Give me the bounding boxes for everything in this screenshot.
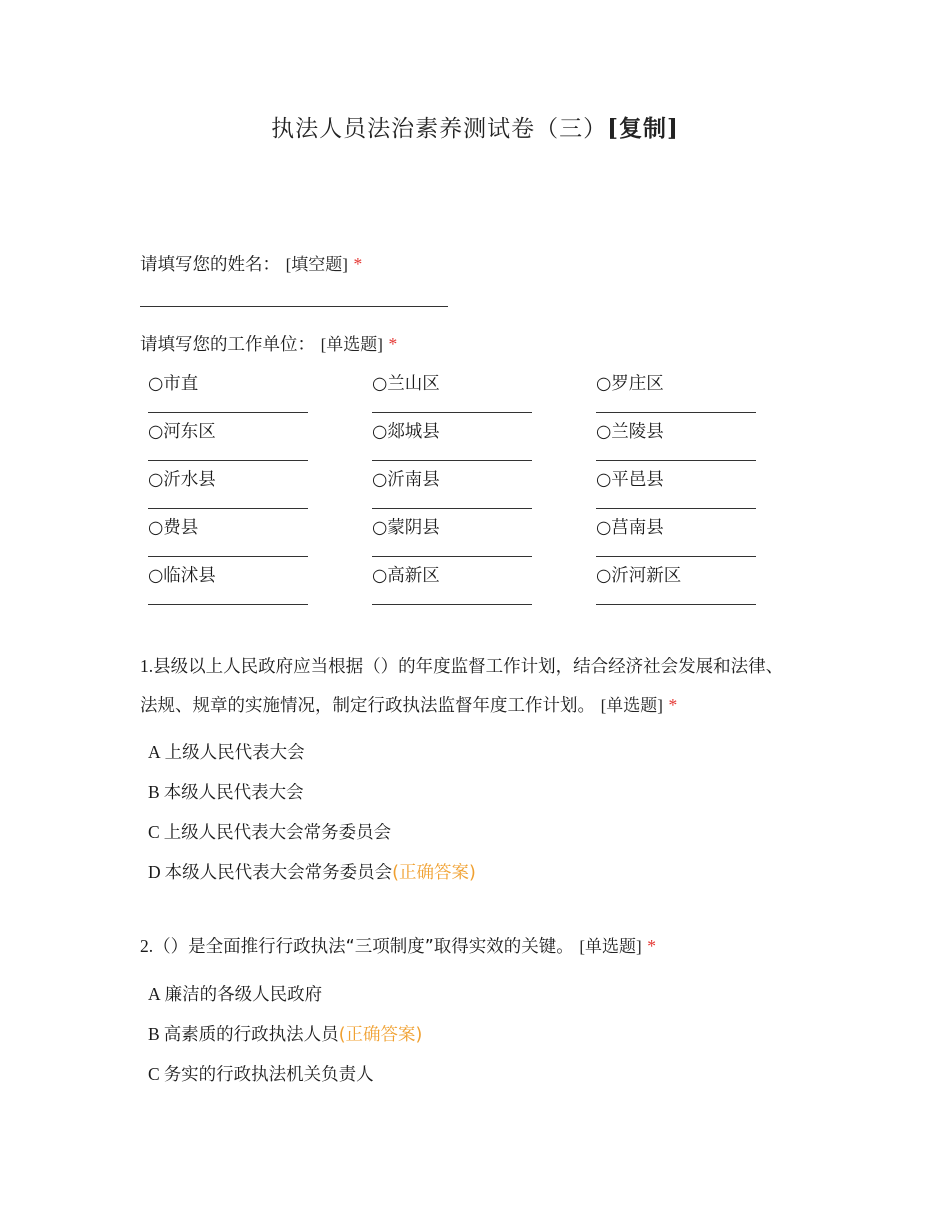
option-underline: [148, 460, 308, 461]
required-marker: *: [388, 334, 398, 354]
name-input-blank[interactable]: [140, 306, 448, 307]
option-underline: [372, 460, 532, 461]
unit-option[interactable]: [596, 368, 756, 416]
option-underline: [372, 508, 532, 509]
choice-c[interactable]: [148, 819, 391, 844]
question-unit-label: 请填写您的工作单位：: [140, 335, 315, 355]
unit-option[interactable]: [148, 512, 308, 560]
unit-option-label: ○费县: [148, 518, 199, 538]
question-type-tag: [单选题]: [320, 335, 383, 354]
choice-letter: C: [148, 822, 160, 842]
unit-option-label: ○莒南县: [596, 518, 664, 538]
unit-option[interactable]: [596, 512, 756, 560]
question-type-tag: [单选题]: [579, 937, 642, 956]
unit-option[interactable]: [372, 464, 532, 512]
unit-option-label: ○蒙阴县: [372, 518, 440, 538]
unit-option-label: ○罗庄区: [596, 374, 664, 394]
question-name-label: 请填写您的姓名：: [140, 255, 280, 275]
option-underline: [148, 556, 308, 557]
option-underline: [596, 508, 756, 509]
option-underline: [372, 604, 532, 605]
option-underline: [372, 412, 532, 413]
unit-option-label: ○兰陵县: [596, 422, 664, 442]
choice-a[interactable]: [148, 739, 305, 764]
unit-option[interactable]: [596, 560, 756, 608]
choice-letter: C: [148, 1064, 160, 1084]
unit-option[interactable]: [148, 560, 308, 608]
unit-option-label: ○郯城县: [372, 422, 440, 442]
choice-letter: B: [148, 1024, 160, 1044]
unit-option[interactable]: [372, 512, 532, 560]
option-underline: [148, 508, 308, 509]
option-underline: [596, 460, 756, 461]
required-marker: *: [647, 936, 656, 956]
unit-option[interactable]: [372, 368, 532, 416]
choice-letter: A: [148, 984, 161, 1004]
choice-b[interactable]: [148, 779, 304, 804]
choice-letter: B: [148, 782, 160, 802]
question-type-tag: [单选题]: [600, 696, 663, 715]
choice-c[interactable]: [148, 1061, 374, 1086]
choice-text: 廉洁的各级人民政府: [164, 985, 323, 1005]
unit-option[interactable]: [372, 416, 532, 464]
question-number: 1.: [140, 656, 154, 676]
question-2: [140, 927, 800, 966]
question-name: [140, 245, 362, 284]
required-marker: *: [353, 254, 363, 274]
question-number: 2.: [140, 936, 154, 956]
unit-option-label: ○沂水县: [148, 470, 216, 490]
option-underline: [148, 604, 308, 605]
option-underline: [148, 412, 308, 413]
choice-text: 本级人民代表大会常务委员会: [164, 863, 393, 883]
unit-option-label: ○沂河新区: [596, 566, 682, 586]
choice-d[interactable]: [148, 859, 476, 884]
unit-option-label: ○河东区: [148, 422, 216, 442]
choice-b[interactable]: [148, 1021, 422, 1046]
question-1: [140, 647, 800, 725]
unit-option[interactable]: [596, 464, 756, 512]
question-type-tag: [填空题]: [285, 255, 348, 274]
question-1-text: 县级以上人民政府应当根据（）的年度监督工作计划，结合经济社会发展和法律、法规、规章的实施情况，制定行政执法监督年度工作计划。: [140, 657, 784, 716]
option-underline: [372, 556, 532, 557]
unit-option[interactable]: [148, 368, 308, 416]
choice-text: 高素质的行政执法人员: [163, 1025, 339, 1045]
unit-option[interactable]: [148, 464, 308, 512]
choice-letter: A: [148, 742, 161, 762]
title-text: 执法人员法治素养测试卷（三）: [271, 116, 608, 142]
choice-text: 务实的行政执法机关负责人: [163, 1065, 374, 1085]
unit-option-label: ○市直: [148, 374, 199, 394]
choice-text: 本级人民代表大会: [163, 783, 304, 803]
choice-letter: D: [148, 862, 161, 882]
choice-text: 上级人民代表大会: [164, 743, 305, 763]
required-marker: *: [668, 695, 678, 715]
unit-option-label: ○高新区: [372, 566, 440, 586]
choice-text: 上级人民代表大会常务委员会: [163, 823, 392, 843]
unit-option-label: ○平邑县: [596, 470, 664, 490]
question-unit: [140, 325, 397, 364]
correct-answer-note: (正确答案): [338, 1025, 423, 1045]
correct-answer-note: (正确答案): [392, 863, 476, 883]
page-title: [0, 110, 950, 143]
title-copy-suffix: [复制]: [607, 115, 679, 142]
option-underline: [596, 412, 756, 413]
unit-option[interactable]: [372, 560, 532, 608]
unit-option-label: ○兰山区: [372, 374, 440, 394]
option-underline: [596, 604, 756, 605]
unit-option[interactable]: [596, 416, 756, 464]
question-2-text: （）是全面推行行政执法“三项制度”取得实效的关键。: [153, 937, 574, 957]
unit-option[interactable]: [148, 416, 308, 464]
option-underline: [596, 556, 756, 557]
choice-a[interactable]: [148, 981, 322, 1006]
unit-option-label: ○临沭县: [148, 566, 216, 586]
unit-option-label: ○沂南县: [372, 470, 440, 490]
